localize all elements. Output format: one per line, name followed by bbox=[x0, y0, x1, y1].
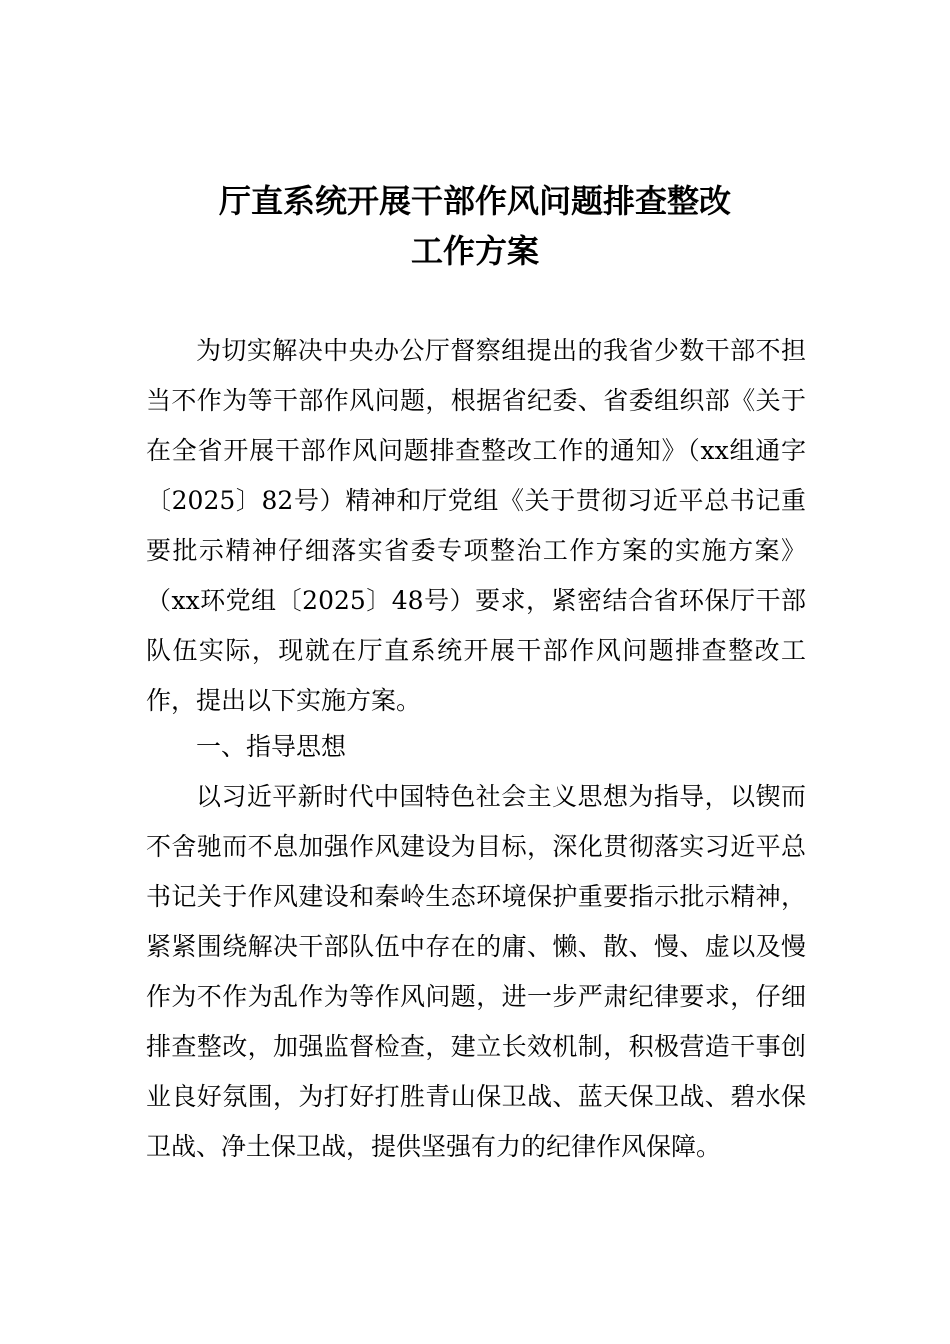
document-title-line1: 厅直系统开展干部作风问题排查整改 bbox=[218, 182, 731, 220]
intro-paragraph: 为切实解决中央办公厅督察组提出的我省少数干部不担当不作为等干部作风问题，根据省纪委、省委组织部《关于在全省开展干部作风问题排查整改工作的通知》（xx组通字〔2025〕82号）精神和厅党组《关于贯彻习近平总书记重要批示精神仔细落实省委专项整治工作方案的实施方案》（xx环党组〔2025〕48号）要求，紧密结合省环保厅干部队伍实际，现就在厅直系统开展干部作风问题排查整改工作，提出以下实施方案。 bbox=[146, 336, 806, 715]
guiding-principle-paragraph: 以习近平新时代中国特色社会主义思想为指导，以锲而不舍驰而不息加强作风建设为目标，深化贯彻落实习近平总书记关于作风建设和秦岭生态环境保护重要指示批示精神，紧紧围绕解决干部队伍中存在的庸、懒、散、慢、虚以及慢作为不作为乱作为等作风问题，进一步严肃纪律要求，仔细排查整改，加强监督检查，建立长效机制，积极营造干事创业良好氛围，为打好打胜青山保卫战、蓝天保卫战、碧水保卫战、净土保卫战，提供坚强有力的纪律作风保障。 bbox=[146, 782, 806, 1161]
document-title-line2: 工作方案 bbox=[410, 232, 539, 270]
section-heading-guiding-principle: 一、指导思想 bbox=[196, 732, 347, 761]
